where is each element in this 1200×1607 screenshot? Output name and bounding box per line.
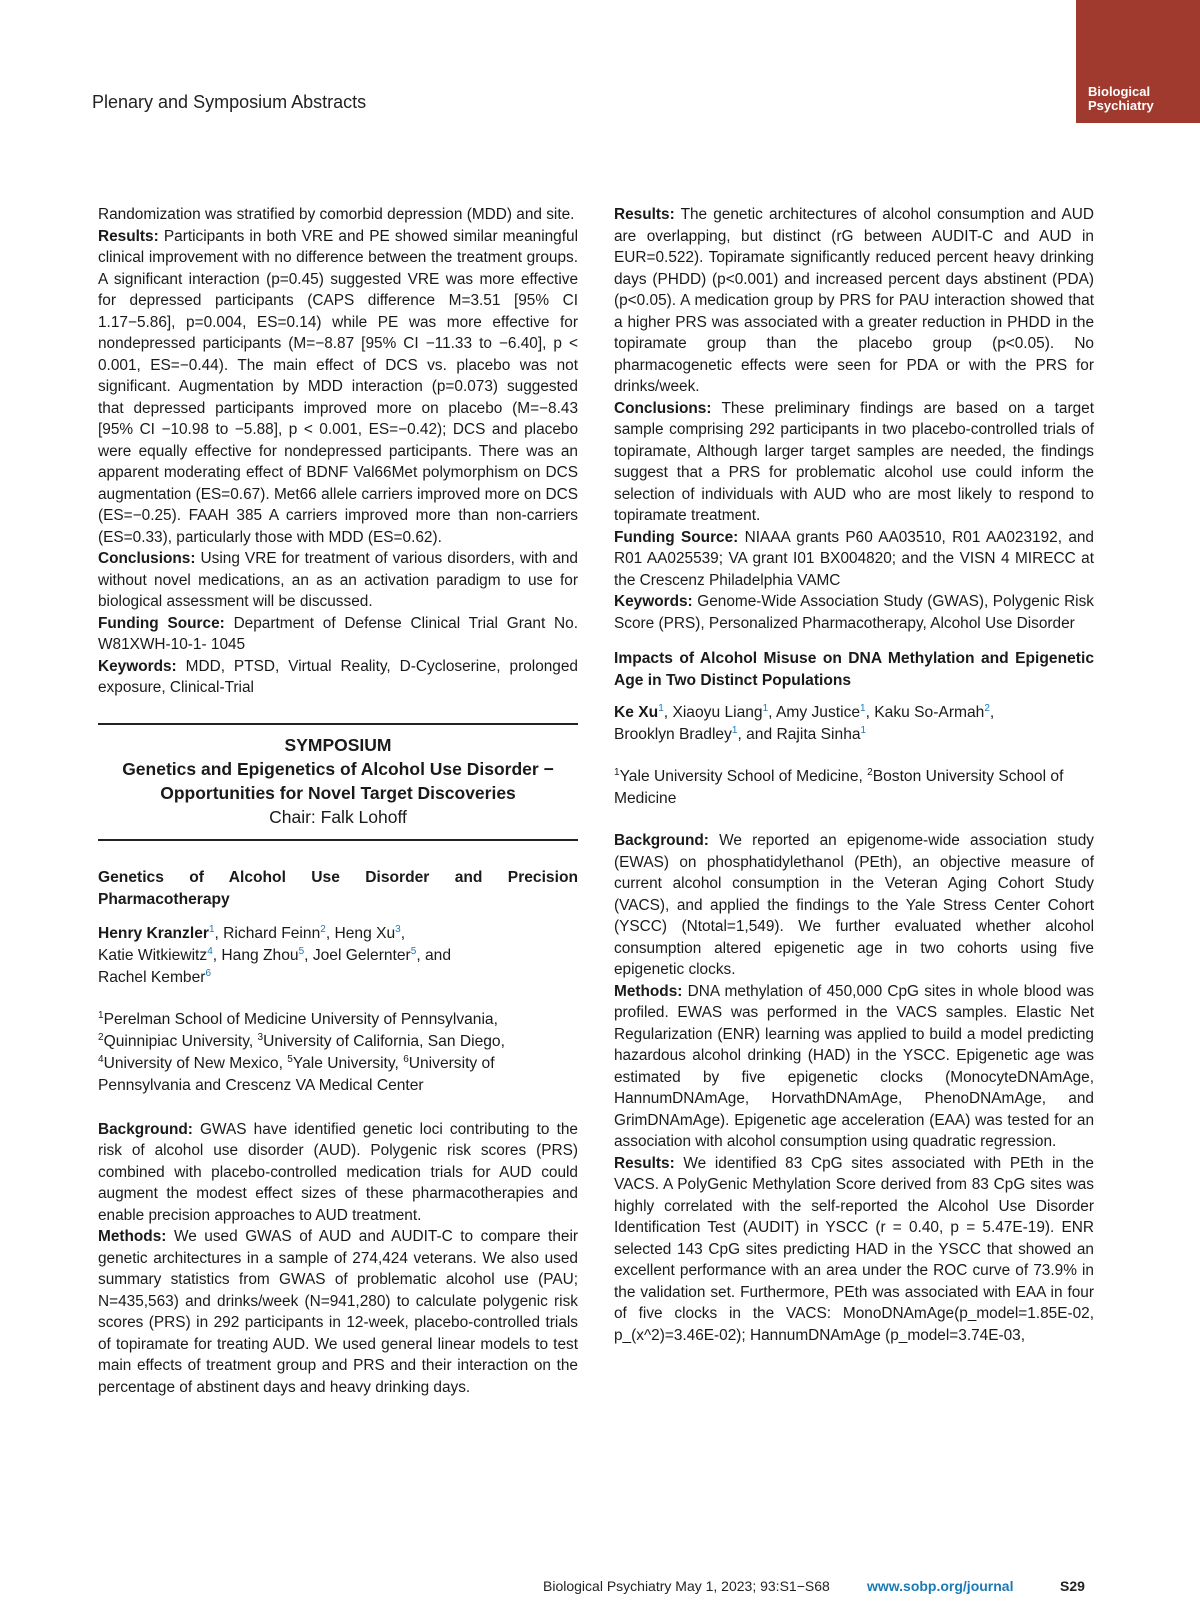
results-label-2: Results: <box>614 1154 675 1172</box>
symposium-label: SYMPOSIUM <box>284 734 392 755</box>
results-paragraph: Results: The genetic architectures of alcohol consumption and AUD are overlapping, but distinct (rG between AUDIT-C and AUD in EUR=0.522). Topiramate significantly reduced percent heavy drinking days (PHDD) (p<0.001) and increased percent days abstinent (PDA)(p<0.05). A medication group by PRS for PAU interaction showed that a higher PRS was associated with a greater reduction in PHDD in the topiramate group than the placebo group (p<0.05). No pharmacogenetic effects were seen for PDA or with the PRS for drinks/week. <box>614 206 1094 395</box>
keywords-label: Keywords: <box>98 657 177 675</box>
symposium-chair: Chair: Falk Lohoff <box>269 806 407 827</box>
background-label: Background: <box>614 832 709 849</box>
results-label: Results: <box>98 227 159 245</box>
right-column <box>614 204 1094 1346</box>
author-list: Ke Xu$^1$, Xiaoyu Liang$^1$, Amy Justice$^1$, Kaku So-Armah$^2$, Brooklyn Bradley$^1$, and Rajita Sinha$^1$ <box>614 702 995 743</box>
left-column <box>98 204 578 1398</box>
methods-label: Methods: <box>98 1228 167 1245</box>
methods-paragraph: Methods: DNA methylation of 450,000 CpG sites in whole blood was profiled. EWAS was performed in the VACS samples. Elastic Net Regularization (ENR) learning was applied to build a model predicting hazardous alcohol drinking (HAD) in the YSCC. Epigenetic age was estimated by five epigenetic clocks (MonocyteDNAmAge, HannumDNAmAge, HorvathDNAmAge, PhenoDNAmAge, and GrimDNAmAge). Epigenetic age acceleration (EAA) was tested for an association with alcohol consumption using quadratic regression. <box>614 982 1094 1150</box>
conclusions-label: Conclusions: <box>98 550 196 567</box>
page-number: S29 <box>1060 1578 1085 1594</box>
results-paragraph-2: Results: We identified 83 CpG sites associated with PEth in the VACS. A PolyGenic Methylation Score derived from 83 CpG sites was highly correlated with the self-reported the Alcohol Use Disorder Identification Test (AUDIT) in YSCC (r = 0.40, p = 5.47E-19). ENR selected 143 CpG sites predicting HAD in the YSCC that showed an excellent performance with an area under the ROC curve of 73.9% in the validation set. Furthermore, PEth was associated with EAA in four of five clocks in the VACS: MonoDNAmAge(p_model=1.85E-02, p_(x^2)=3.46E-02); HannumDNAmAge (p_model=3.74E-03, <box>614 1154 1094 1344</box>
footer-citation: Biological Psychiatry May 1, 2023; 93:S1−S68 <box>543 1578 830 1594</box>
journal-badge <box>1076 0 1200 123</box>
results-paragraph: Results: Participants in both VRE and PE showed similar meaningful clinical improvement with no difference between the treatment groups. A significant interaction (p=0.45) suggested VRE was more effective for depressed participants (CAPS difference M=3.51 [95% CI 1.17−5.86], p=0.004, ES=0.14) while PE was more effective for nondepressed participants (M=−8.87 [95% CI −11.33 to −6.40], p < 0.001, ES=−0.44). The main effect of DCS vs. placebo was not significant. Augmentation by MDD interaction (p=0.073) suggested that depressed participants improved more on placebo (M=−8.43 [95% CI −10.98 to −5.88], p < 0.001, ES=−0.42); DCS and placebo were equally effective for nondepressed participants. There was an apparent moderating effect of BDNF Val66Met polymorphism on DCS augmentation (ES=0.67). Met66 allele carriers improved more on DCS (ES=−0.25). FAAH 385 A carriers improved more than non-carriers (ES=0.33), particularly those with MDD (ES=0.62). <box>98 227 578 546</box>
section-header: Plenary and Symposium Abstracts <box>92 92 367 112</box>
continuation-paragraph: Randomization was stratified by comorbid depression (MDD) and site. <box>98 206 575 223</box>
author-list: Henry Kranzler$^1$, Richard Feinn$^2$, Heng Xu$^3$, Katie Witkiewitz$^4$, Hang Zhou$^5$, Joel Gelernter$^5$, and Rachel Kember$^6$ <box>98 923 452 986</box>
footer-link[interactable]: www.sobp.org/journal <box>867 1578 1014 1594</box>
results-label: Results: <box>614 206 675 223</box>
badge-line-2: Psychiatry <box>1088 98 1154 113</box>
conclusions-paragraph: Conclusions: These preliminary findings are based on a target sample comprising 292 participants in two placebo-controlled trials of topiramate, Although larger target samples are needed, the findings suggest that a PRS for problematic alcohol use could inform the selection of individuals with AUD who are most likely to respond to topiramate treatment. <box>614 399 1094 524</box>
methods-paragraph: Methods: We used GWAS of AUD and AUDIT-C to compare their genetic architectures in a sample of 274,424 veterans. We also used summary statistics from GWAS of problematic alcohol use (PAU; N=435,563) and drinks/week (N=941,280) to calculate polygenic risk scores (PRS) in 292 participants in 12-week, placebo-controlled trials of topiramate for treating AUD. We used general linear models to test main effects of treatment group and PRS and their interaction on the percentage of abstinent days and heavy drinking days. <box>98 1228 578 1396</box>
keywords-paragraph: Keywords: MDD, PTSD, Virtual Reality, D-Cycloserine, prolonged exposure, Clinical-Trial <box>98 657 578 696</box>
funding-label: Funding Source: <box>98 614 225 632</box>
symposium-box <box>98 723 578 841</box>
methods-label: Methods: <box>614 982 683 1000</box>
keywords-label: Keywords: <box>614 593 693 610</box>
symposium-title: Genetics and Epigenetics of Alcohol Use Disorder − Opportunities for Novel Target Discoveries <box>122 758 554 803</box>
conclusions-label: Conclusions: <box>614 399 712 417</box>
funding-paragraph: Funding Source: NIAAA grants P60 AA03510, R01 AA023192, and R01 AA025539; VA grant I01 BX004820; and the VISN 4 MIRECC at the Crescenz Philadelphia VAMC <box>614 528 1094 589</box>
affiliation-list: $^1$Yale University School of Medicine, $^2$Boston University School of Medicine <box>614 766 1064 807</box>
background-paragraph: Background: We reported an epigenome-wide association study (EWAS) on phosphatidylethanol (PEth), an objective measure of current alcohol consumption in the Veteran Aging Cohort Study (VACS), and applied the findings to the Yale Stress Center Cohort (YSCC) (Ntotal=1,549). We further evaluated whether alcohol consumption altered epigenetic age in two cohorts using five epigenetic clocks. <box>614 832 1094 978</box>
keywords-paragraph: Keywords: Genome-Wide Association Study (GWAS), Polygenic Risk Score (PRS), Personalized Pharmacotherapy, Alcohol Use Disorder <box>614 593 1094 632</box>
funding-paragraph: Funding Source: Department of Defense Clinical Trial Grant No. W81XWH-10-1- 1045 <box>98 614 579 653</box>
affiliation-list: $^1$Perelman School of Medicine University of Pennsylvania, $^2$Quinnipiac University, $^3$University of California, San Diego, $^4$University of New Mexico, $^5$Yale University, $^6$University of Pennsylvania and Crescenz VA Medical Center <box>98 1009 505 1094</box>
abstract-title: Genetics of Alcohol Use Disorder and Precision Pharmacotherapy <box>98 868 578 908</box>
badge-line-1: Biological <box>1088 84 1151 99</box>
funding-label: Funding Source: <box>614 528 739 546</box>
background-label: Background: <box>98 1120 193 1138</box>
abstract-title: Impacts of Alcohol Misuse on DNA Methylation and Epigenetic Age in Two Distinct Populations <box>614 650 1094 689</box>
conclusions-paragraph: Conclusions: Using VRE for treatment of various disorders, with and without novel medications, an as an activation paradigm to use for biological assessment will be discussed. <box>98 550 578 610</box>
background-paragraph: Background: GWAS have identified genetic loci contributing to the risk of alcohol use disorder (AUD). Polygenic risk scores (PRS) combined with placebo-controlled medication trials for AUD could augment the modest effect sizes of these pharmacotherapies and enable precision approaches to AUD treatment. <box>98 1120 578 1224</box>
